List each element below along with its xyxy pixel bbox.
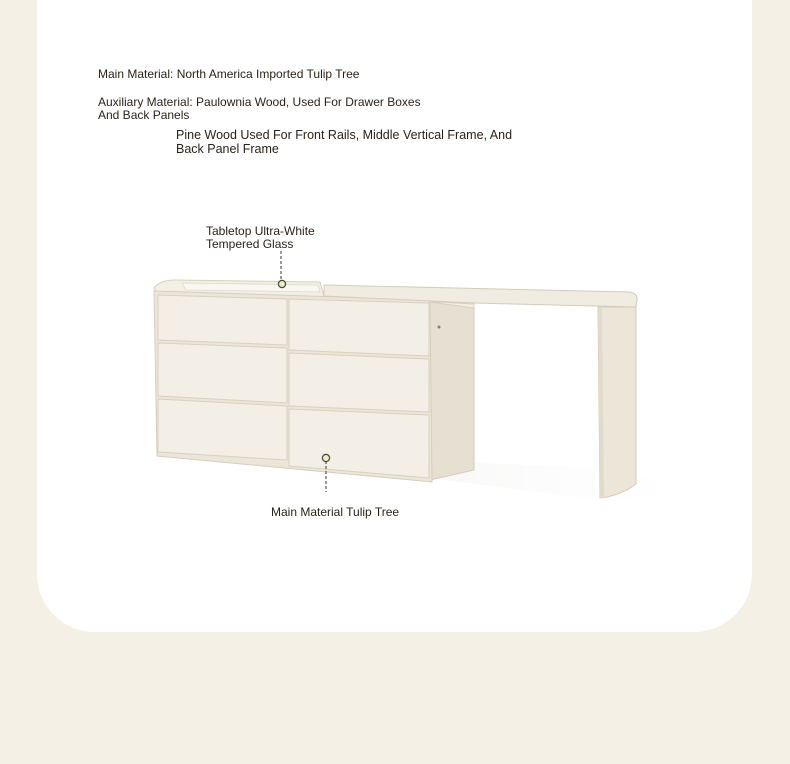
drawer-right-1: [289, 299, 429, 356]
drawer-left-3: [158, 399, 287, 460]
side-knob: [438, 326, 441, 329]
tabletop-line-2: Tempered Glass: [206, 237, 294, 251]
drawer-left-1: [158, 295, 287, 345]
tulip-tree-label: Main Material Tulip Tree: [271, 505, 400, 519]
auxiliary-line-2: And Back Panels: [98, 108, 190, 122]
desk-leg: [598, 307, 636, 498]
dresser-side: [430, 300, 474, 480]
drawer-right-3: [289, 409, 429, 478]
tabletop-line-1: Tabletop Ultra-White: [206, 224, 315, 238]
tabletop-label: [206, 225, 315, 251]
auxiliary-material-label: [98, 96, 421, 122]
pine-line-1: Pine Wood Used For Front Rails, Middle Vertical Frame, And: [176, 128, 513, 142]
drawer-left-2: [158, 343, 287, 403]
tabletop-marker: [278, 280, 285, 287]
auxiliary-line-1: Auxiliary Material: Paulownia Wood, Used For Drawer Boxes: [98, 95, 421, 109]
drawer-right-2: [289, 353, 429, 412]
main-material-label: Main Material: North America Imported Tulip Tree: [98, 67, 360, 81]
pine-wood-label: [176, 128, 512, 156]
tulip-marker: [322, 454, 329, 461]
pine-line-2: Back Panel Frame: [176, 142, 279, 156]
